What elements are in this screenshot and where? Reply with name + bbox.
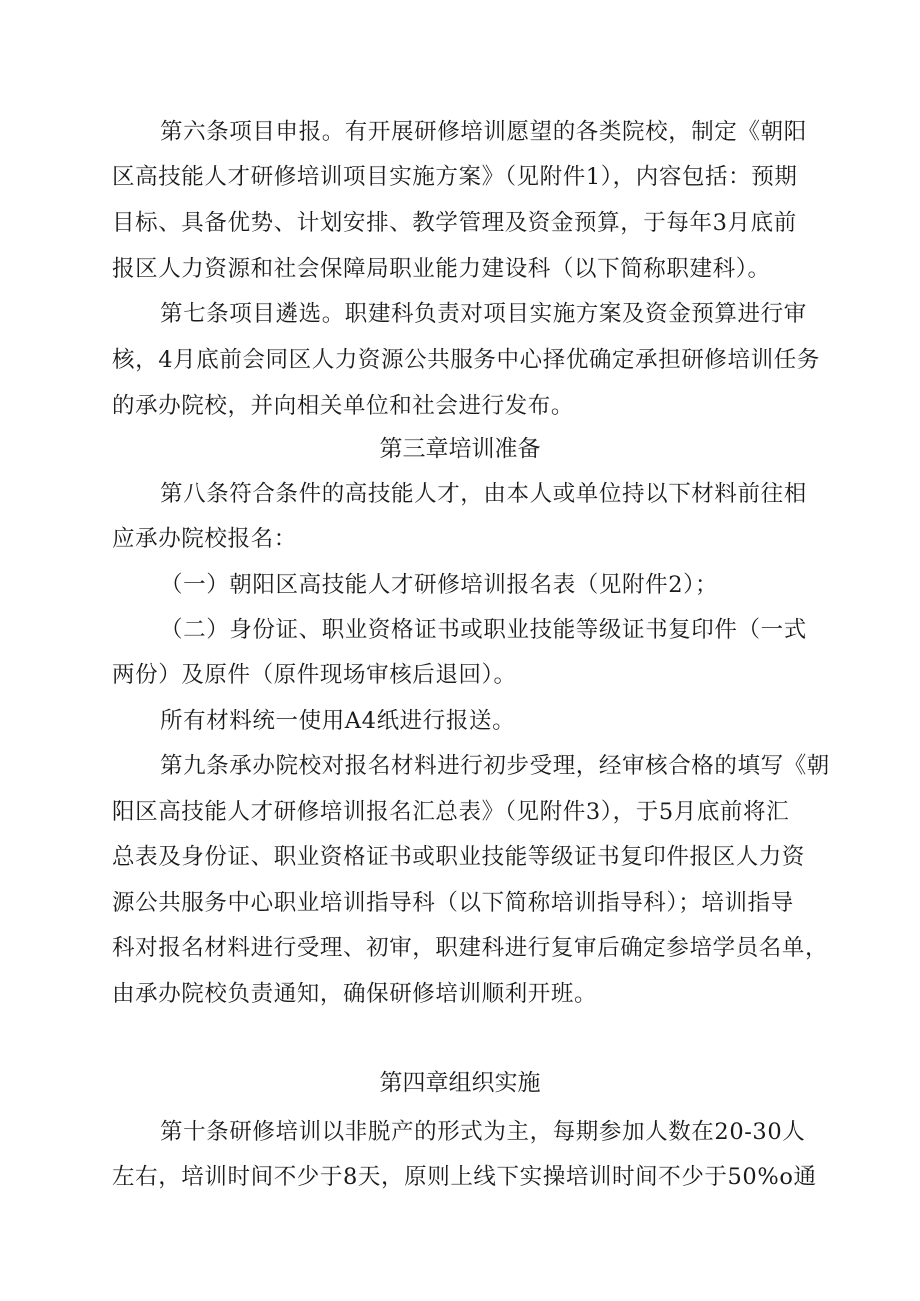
- article-9-line-5: 科对报名材料进行受理、初审，职建科进行复审后确定参培学员名单，: [112, 935, 829, 961]
- chapter-3-heading: 第三章培训准备: [379, 436, 541, 462]
- article-7-line-1: 第七条项目遴选。职建科负责对项目实施方案及资金预算进行审: [160, 301, 807, 327]
- article-10-line-1: 第十条研修培训以非脱产的形式为主，每期参加人数在20-30人: [160, 1119, 806, 1145]
- article-9-line-2: 阳区高技能人才研修培训报名汇总表》（见附件3），于5月底前将汇: [112, 799, 790, 825]
- article-9-line-4: 源公共服务中心职业培训指导科（以下简称培训指导科）；培训指导: [112, 890, 794, 916]
- article-9-line-6: 由承办院校负责通知，确保研修培训顺利开班。: [112, 981, 598, 1007]
- list-item-1: （一）朝阳区高技能人才研修培训报名表（见附件2）；: [160, 572, 719, 598]
- article-6-line-1: 第六条项目申报。有开展研修培训愿望的各类院校，制定《朝阳: [160, 119, 807, 145]
- article-10-line-2: 左右，培训时间不少于8天，原则上线下实操培训时间不少于50%o通: [112, 1164, 817, 1190]
- article-6-line-3: 目标、具备优势、计划安排、教学管理及资金预算，于每年3月底前: [112, 210, 797, 236]
- article-9-line-1: 第九条承办院校对报名材料进行初步受理，经审核合格的填写《朝: [160, 753, 830, 779]
- article-8-line-2: 应承办院校报名：: [112, 526, 297, 552]
- article-9-line-3: 总表及身份证、职业资格证书或职业技能等级证书复印件报区人力资: [112, 844, 806, 870]
- list-item-2-line-1: （二）身份证、职业资格证书或职业技能等级证书复印件（一式: [160, 617, 807, 643]
- list-item-2-line-2: 两份）及原件（原件现场审核后退回）。: [112, 662, 517, 688]
- article-7-line-3: 的承办院校，并向相关单位和社会进行发布。: [112, 393, 575, 419]
- article-7-line-2: 核，4月底前会同区人力资源公共服务中心择优确定承担研修培训任务: [112, 347, 820, 373]
- materials-note: 所有材料统一使用A4纸进行报送。: [160, 708, 516, 734]
- article-6-line-4: 报区人力资源和社会保障局职业能力建设科（以下简称职建科）。: [112, 256, 771, 282]
- article-8-line-1: 第八条符合条件的高技能人才，由本人或单位持以下材料前往相: [160, 481, 807, 507]
- article-6-line-2: 区高技能人才研修培训项目实施方案》（见附件1），内容包括：预期: [112, 164, 798, 190]
- chapter-4-heading: 第四章组织实施: [379, 1070, 541, 1096]
